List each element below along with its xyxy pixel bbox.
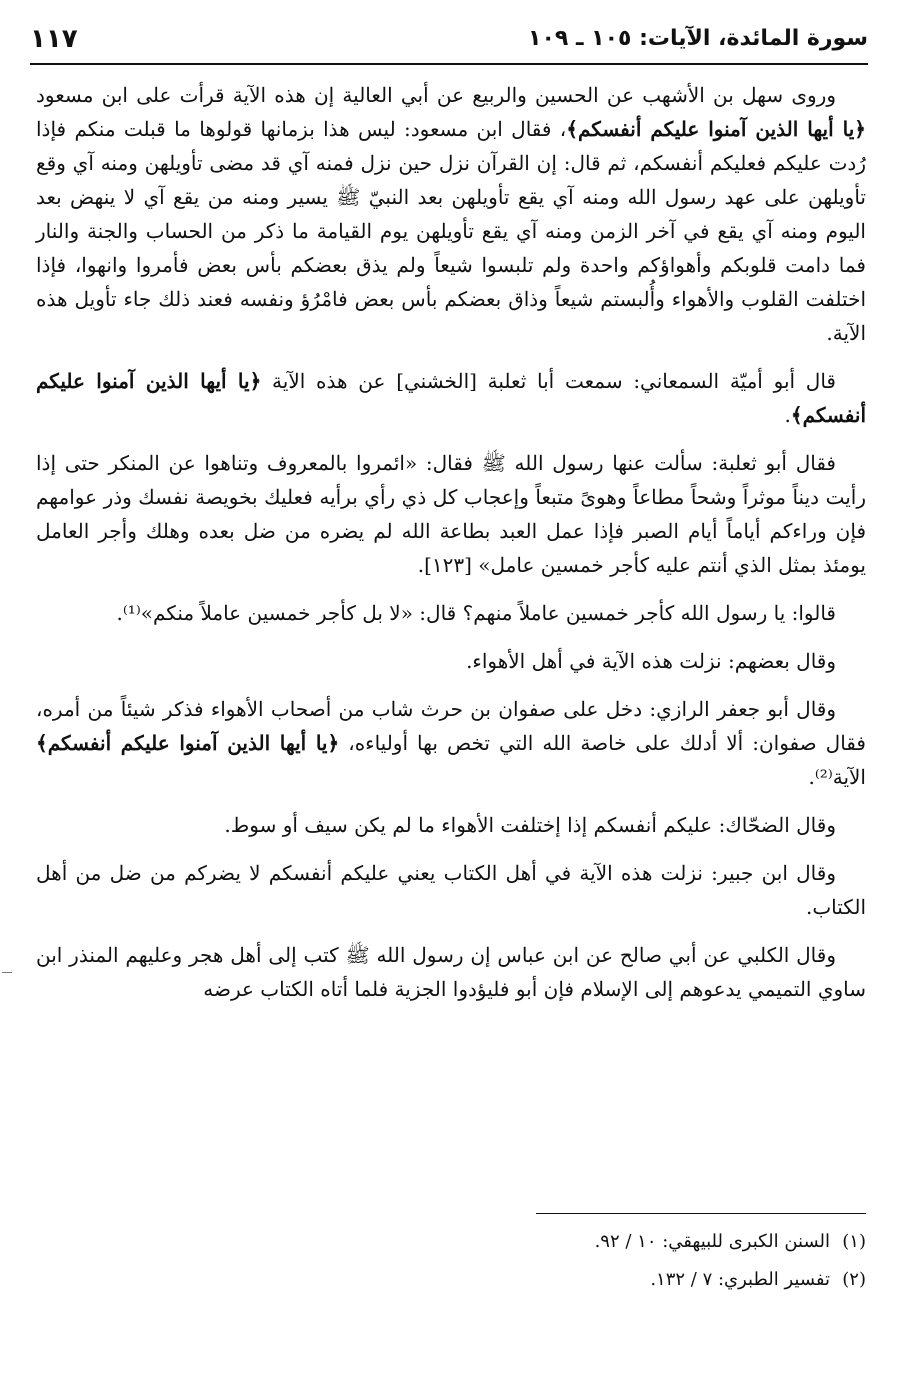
- paragraph-text: فقال أبو ثعلبة: سألت عنها رسول الله ﷺ فقال: «ائمروا بالمعروف وتناهوا عن المنكر حتى إذا رأيت ديناً موثراً وشحاً مطاعاً وهوىً متبعاً وإعجاب كل ذي رأي برأيه فعليك بخويصة نفسك وذر عوامهم فإن وراءكم أياماً أيام الصبر فإذا عمل العبد بطاعة الله لم يضره من ضل بعده وهلك وأجر العامل يومئذ بمثل الذي أنتم عليه كأجر خمسين عامل» [١٢٣].: [36, 451, 867, 577]
- paragraph: [36, 692, 866, 794]
- paragraph-text: وقال بعضهم: نزلت هذه الآية في أهل الأهواء.: [466, 649, 836, 673]
- footnote: [36, 1264, 866, 1296]
- paragraph: [36, 596, 866, 630]
- footnotes: [36, 1226, 866, 1302]
- quran-quote: ﴿يا أيها الذين آمنوا عليكم أنفسكم﴾: [36, 369, 866, 427]
- paragraph: [36, 446, 866, 582]
- paragraph-text: الآية⁽²⁾.: [808, 765, 866, 789]
- paragraph-text: قال أبو أميّة السمعاني: سمعت أبا ثعلبة [الخشني] عن هذه الآية: [261, 369, 836, 393]
- footnote-text: السنن الكبرى للبيهقي: ١٠ / ٩٢.: [594, 1231, 830, 1252]
- paragraph: [36, 856, 866, 924]
- paragraph: [36, 808, 866, 842]
- paragraph-text: وروى سهل بن الأشهب عن الحسين والربيع عن أبي العالية إن هذه الآية قرأت على ابن مسعود: [36, 83, 836, 107]
- quran-quote: ﴿يا أيها الذين آمنوا عليكم أنفسكم﴾: [566, 117, 866, 141]
- footnote-text: تفسير الطبري: ٧ / ١٣٢.: [650, 1269, 830, 1290]
- running-title: سورة المائدة، الآيات: ١٠٥ ـ ١٠٩: [528, 26, 868, 51]
- paragraph-text: ، فقال ابن مسعود: ليس هذا بزمانها قولوها ما قبلت منكم فإذا رُدت عليكم فعليكم أنفسكم، ثم قال: إن القرآن نزل حين نزل فمنه آي قد مضى تأويلهن ومنه آي وقع تأويلهن على عهد رسول الله ومنه آي يقع تأويلهن بعد النبيّ ﷺ يسير ومنه من يقع آي لا ينهض بعد اليوم ومنه آي يقع في آخر الزمن ومنه آي يقع تأويلهن يوم القيامة ما ذكر من الحساب والجنة والنار فما دامت قلوبكم وأهواؤكم واحدة ولم تلبسوا شيعاً ولم يذق بعضكم بأس بعض فأمروا وانهوا، فإذا اختلفت القلوب والأهواء وأُلبستم شيعاً وذاق بعضكم بأس بعض فامْرُؤ ونفسه فعند ذلك جاء تأويل هذه الآية.: [36, 117, 866, 345]
- paragraph-text: .: [784, 403, 791, 427]
- paragraph: [36, 364, 866, 432]
- footnote-number: (٢): [842, 1269, 866, 1290]
- paragraph-text: قالوا: يا رسول الله كأجر خمسين عاملاً منهم؟ قال: «لا بل كأجر خمسين عاملاً منكم»⁽¹⁾.: [116, 601, 836, 625]
- quran-quote: ﴿يا أيها الذين آمنوا عليكم أنفسكم﴾: [36, 731, 340, 755]
- footnote-separator: [536, 1213, 866, 1214]
- paragraph: [36, 938, 866, 1006]
- page-number: ١١٧: [30, 24, 78, 54]
- paragraph-text: وقال ابن جبير: نزلت هذه الآية في أهل الكتاب يعني عليكم أنفسكم لا يضركم من ضل من أهل الكتاب.: [36, 861, 866, 919]
- footnote-number: (١): [842, 1231, 866, 1252]
- paragraph-text: وقال الكلبي عن أبي صالح عن ابن عباس إن رسول الله ﷺ كتب إلى أهل هجر وعليهم المنذر ابن ساوي التميمي يدعوهم إلى الإسلام فإن أبو فليؤدوا الجزية فلما أتاه الكتاب عرضه: [36, 943, 866, 1001]
- paragraph: [36, 644, 866, 678]
- paragraph-text: وقال الضحّاك: عليكم أنفسكم إذا إختلفت الأهواء ما لم يكن سيف أو سوط.: [224, 813, 836, 837]
- page-header: [30, 22, 868, 62]
- margin-mark: [2, 972, 12, 973]
- header-rule: [30, 63, 868, 65]
- footnote: [36, 1226, 866, 1258]
- paragraph-text: وقال أبو جعفر الرازي: دخل على صفوان بن حرث شاب من أصحاب الأهواء فذكر شيئاً من أمره، فقال صفوان: ألا أدلك على خاصة الله التي تخص بها أولياءه،: [36, 697, 866, 755]
- paragraph: [36, 78, 866, 350]
- main-text: [36, 78, 866, 1020]
